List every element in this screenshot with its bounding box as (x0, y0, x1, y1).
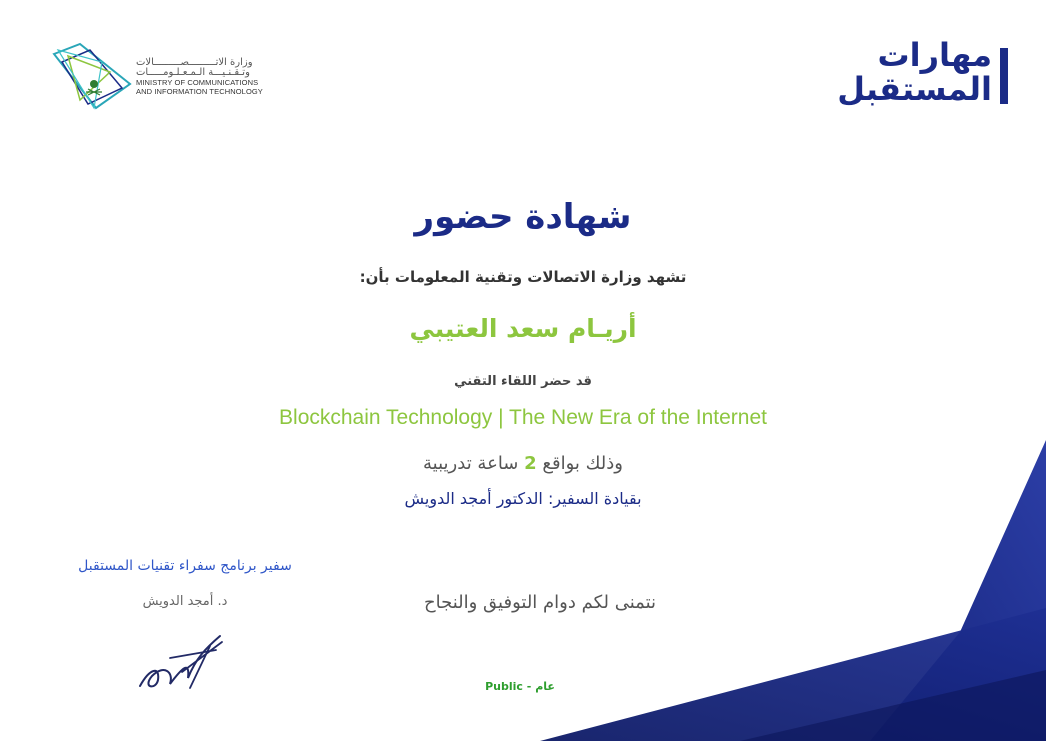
training-hours (0, 453, 1046, 474)
future-skills-logo-line-2: المستقبل (837, 70, 992, 108)
ministry-name-arabic-1: وزارة الاتـــــــــصـــــــــالات (136, 57, 253, 68)
closing-wish: نتمنى لكم دوام التوفيق والنجاح (423, 592, 657, 613)
future-skills-logo (838, 38, 1008, 112)
led-by: بقيادة السفير: الدكتور أمجد الدويش (404, 489, 642, 508)
certificate-intro: تشهد وزارة الاتصالات وتقنية المعلومات بأن: (359, 268, 687, 286)
ministry-name-english-2: AND INFORMATION TECHNOLOGY (136, 87, 263, 96)
signatory-name: د. أمجد الدويش (142, 594, 228, 609)
ministry-name-arabic-2: وتـقـنـيـــة الـمـعـلـومـــــات (136, 67, 250, 78)
ministry-logo (50, 42, 290, 112)
future-skills-logo-line-1: مهارات (877, 36, 992, 74)
classification-ar: عام (535, 680, 555, 693)
course-title: Blockchain Technology | The New Era of the Internet (279, 406, 767, 429)
future-skills-logo-bar (1000, 48, 1008, 104)
signature-image (130, 628, 230, 696)
certificate-title: شهادة حضور (414, 197, 632, 237)
training-hours-value: 2 (524, 453, 537, 474)
ministry-emblem-icon (50, 42, 134, 112)
training-hours-suffix: ساعة تدريبية (423, 453, 519, 474)
training-hours-prefix: وذلك بواقع (542, 453, 623, 474)
signatory-program: سفير برنامج سفراء تقنيات المستقبل (78, 558, 292, 574)
recipient-name: أريـام سعد العتيبي (409, 314, 637, 343)
attended-label: قد حضر اللقاء التقني (454, 374, 592, 389)
classification-separator: - (526, 680, 532, 693)
classification-label (440, 680, 600, 693)
ministry-name-english-1: MINISTRY OF COMMUNICATIONS (136, 78, 259, 87)
classification-en: Public (485, 680, 523, 693)
